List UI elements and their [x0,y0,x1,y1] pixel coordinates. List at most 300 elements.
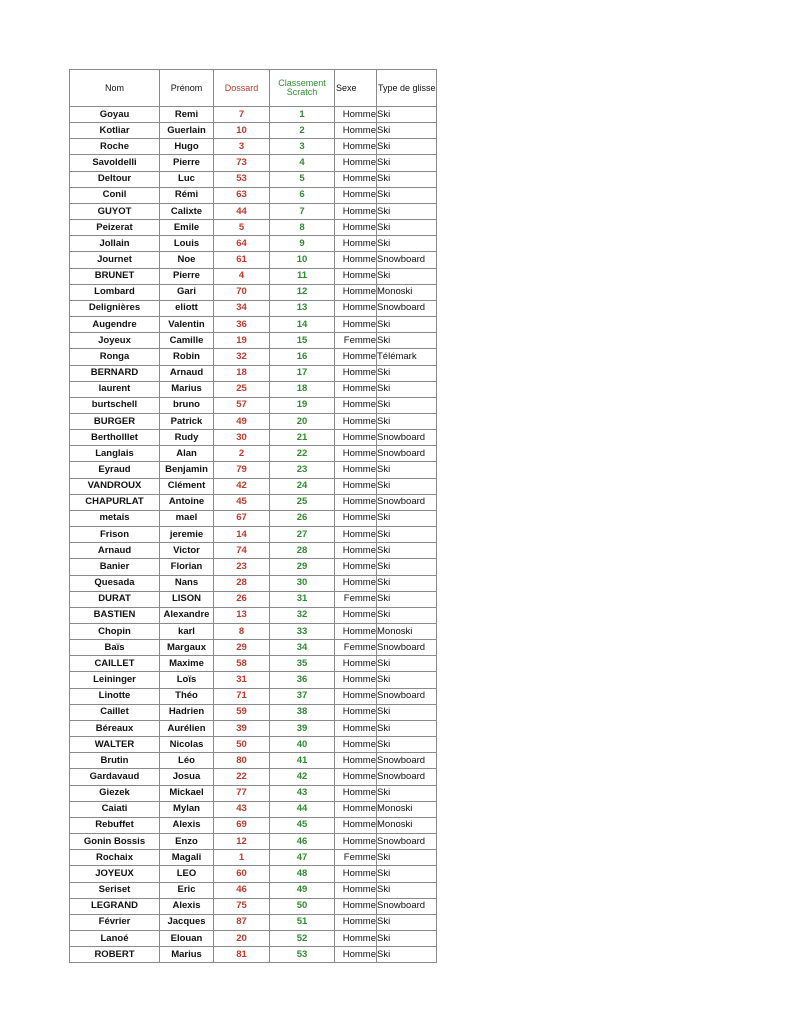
header-sexe: Sexe [335,70,377,107]
sexe-cell: Homme [335,720,377,736]
sexe-cell: Homme [335,236,377,252]
table-row [70,640,437,656]
dossard-cell: 10 [214,123,270,139]
prenom-cell: bruno [160,397,214,413]
table-row [70,462,437,478]
table-row [70,543,437,559]
prenom-cell: Mylan [160,801,214,817]
table-row [70,882,437,898]
dossard-cell: 45 [214,494,270,510]
prenom-cell: Florian [160,559,214,575]
table-row [70,430,437,446]
nom-cell: Bertholllet [70,430,160,446]
dossard-cell: 79 [214,462,270,478]
type-de-glisse-cell: Ski [377,672,437,688]
classement-cell: 7 [270,203,335,219]
prenom-cell: Eric [160,882,214,898]
sexe-cell: Homme [335,866,377,882]
type-de-glisse-cell: Monoski [377,817,437,833]
prenom-cell: Maxime [160,656,214,672]
nom-cell: Peizerat [70,220,160,236]
sexe-cell: Homme [335,688,377,704]
type-de-glisse-cell: Snowboard [377,898,437,914]
table-row [70,446,437,462]
classement-cell: 47 [270,850,335,866]
dossard-cell: 8 [214,624,270,640]
type-de-glisse-cell: Ski [377,866,437,882]
dossard-cell: 31 [214,672,270,688]
nom-cell: Leininger [70,672,160,688]
prenom-cell: Magali [160,850,214,866]
table-row [70,349,437,365]
prenom-cell: Alexandre [160,607,214,623]
type-de-glisse-cell: Ski [377,656,437,672]
prenom-cell: Remi [160,107,214,123]
classement-cell: 25 [270,494,335,510]
table-row [70,123,437,139]
table-row [70,268,437,284]
table-row [70,300,437,316]
dossard-cell: 28 [214,575,270,591]
classement-cell: 53 [270,947,335,963]
dossard-cell: 63 [214,187,270,203]
table-row [70,624,437,640]
sexe-cell: Homme [335,139,377,155]
nom-cell: Gardavaud [70,769,160,785]
table-row [70,898,437,914]
nom-cell: Augendre [70,317,160,333]
header-nom: Nom [70,70,160,107]
sexe-cell: Homme [335,543,377,559]
sexe-cell: Homme [335,123,377,139]
classement-cell: 11 [270,268,335,284]
type-de-glisse-cell: Ski [377,478,437,494]
sexe-cell: Homme [335,284,377,300]
classement-cell: 23 [270,462,335,478]
dossard-cell: 26 [214,591,270,607]
type-de-glisse-cell: Ski [377,139,437,155]
sexe-cell: Femme [335,591,377,607]
prenom-cell: Rémi [160,187,214,203]
table-row [70,510,437,526]
classement-cell: 36 [270,672,335,688]
type-de-glisse-cell: Ski [377,737,437,753]
classement-cell: 26 [270,510,335,526]
dossard-cell: 34 [214,300,270,316]
table-row [70,720,437,736]
sexe-cell: Homme [335,252,377,268]
nom-cell: Lombard [70,284,160,300]
nom-cell: VANDROUX [70,478,160,494]
sexe-cell: Homme [335,527,377,543]
type-de-glisse-cell: Ski [377,203,437,219]
nom-cell: Seriset [70,882,160,898]
sexe-cell: Homme [335,494,377,510]
classement-cell: 31 [270,591,335,607]
nom-cell: Béreaux [70,720,160,736]
type-de-glisse-cell: Ski [377,268,437,284]
nom-cell: JOYEUX [70,866,160,882]
type-de-glisse-cell: Snowboard [377,430,437,446]
table-row [70,591,437,607]
sexe-cell: Homme [335,914,377,930]
type-de-glisse-cell: Ski [377,607,437,623]
dossard-cell: 77 [214,785,270,801]
classement-cell: 13 [270,300,335,316]
dossard-cell: 2 [214,446,270,462]
type-de-glisse-cell: Snowboard [377,769,437,785]
dossard-cell: 69 [214,817,270,833]
dossard-cell: 49 [214,413,270,429]
classement-cell: 39 [270,720,335,736]
sexe-cell: Homme [335,559,377,575]
dossard-cell: 73 [214,155,270,171]
prenom-cell: Guerlain [160,123,214,139]
classement-cell: 21 [270,430,335,446]
nom-cell: burtschell [70,397,160,413]
nom-cell: Rebuffet [70,817,160,833]
sexe-cell: Homme [335,785,377,801]
sexe-cell: Homme [335,672,377,688]
dossard-cell: 74 [214,543,270,559]
type-de-glisse-cell: Snowboard [377,640,437,656]
table-row [70,527,437,543]
sexe-cell: Homme [335,801,377,817]
classement-cell: 49 [270,882,335,898]
type-de-glisse-cell: Ski [377,236,437,252]
dossard-cell: 58 [214,656,270,672]
table-row [70,236,437,252]
type-de-glisse-cell: Ski [377,397,437,413]
type-de-glisse-cell: Télémark [377,349,437,365]
prenom-cell: Gari [160,284,214,300]
sexe-cell: Homme [335,817,377,833]
table-row [70,947,437,963]
sexe-cell: Homme [335,446,377,462]
nom-cell: BERNARD [70,365,160,381]
type-de-glisse-cell: Ski [377,462,437,478]
classement-cell: 20 [270,413,335,429]
table-row [70,785,437,801]
prenom-cell: Calixte [160,203,214,219]
prenom-cell: Nicolas [160,737,214,753]
classement-cell: 44 [270,801,335,817]
type-de-glisse-cell: Ski [377,155,437,171]
table-row [70,252,437,268]
table-row [70,866,437,882]
prenom-cell: Benjamin [160,462,214,478]
prenom-cell: Alexis [160,898,214,914]
dossard-cell: 23 [214,559,270,575]
sexe-cell: Homme [335,704,377,720]
sexe-cell: Homme [335,624,377,640]
table-row [70,817,437,833]
type-de-glisse-cell: Ski [377,785,437,801]
prenom-cell: Théo [160,688,214,704]
classement-cell: 40 [270,737,335,753]
type-de-glisse-cell: Ski [377,123,437,139]
nom-cell: Savoldelli [70,155,160,171]
nom-cell: Langlais [70,446,160,462]
nom-cell: Baïs [70,640,160,656]
sexe-cell: Homme [335,317,377,333]
classement-cell: 4 [270,155,335,171]
type-de-glisse-cell: Ski [377,317,437,333]
table-row [70,413,437,429]
classement-cell: 15 [270,333,335,349]
classement-cell: 2 [270,123,335,139]
table-row [70,801,437,817]
dossard-cell: 3 [214,139,270,155]
type-de-glisse-cell: Monoski [377,624,437,640]
nom-cell: Journet [70,252,160,268]
dossard-cell: 5 [214,220,270,236]
classement-cell: 35 [270,656,335,672]
prenom-cell: Nans [160,575,214,591]
prenom-cell: Enzo [160,834,214,850]
table-row [70,381,437,397]
type-de-glisse-cell: Ski [377,704,437,720]
type-de-glisse-cell: Ski [377,914,437,930]
dossard-cell: 42 [214,478,270,494]
nom-cell: LEGRAND [70,898,160,914]
type-de-glisse-cell: Ski [377,510,437,526]
classement-cell: 22 [270,446,335,462]
nom-cell: Eyraud [70,462,160,478]
prenom-cell: Louis [160,236,214,252]
prenom-cell: Emile [160,220,214,236]
nom-cell: Rochaix [70,850,160,866]
table-row [70,397,437,413]
prenom-cell: Marius [160,947,214,963]
prenom-cell: Robin [160,349,214,365]
sexe-cell: Homme [335,107,377,123]
nom-cell: Arnaud [70,543,160,559]
sexe-cell: Homme [335,898,377,914]
prenom-cell: eliott [160,300,214,316]
dossard-cell: 20 [214,930,270,946]
nom-cell: BASTIEN [70,607,160,623]
sexe-cell: Homme [335,365,377,381]
header-dossard: Dossard [214,70,270,107]
type-de-glisse-cell: Ski [377,930,437,946]
classement-cell: 1 [270,107,335,123]
nom-cell: CHAPURLAT [70,494,160,510]
table-row [70,914,437,930]
prenom-cell: karl [160,624,214,640]
dossard-cell: 59 [214,704,270,720]
nom-cell: BURGER [70,413,160,429]
nom-cell: ROBERT [70,947,160,963]
classement-cell: 18 [270,381,335,397]
nom-cell: Linotte [70,688,160,704]
prenom-cell: Arnaud [160,365,214,381]
dossard-cell: 61 [214,252,270,268]
type-de-glisse-cell: Snowboard [377,300,437,316]
sexe-cell: Homme [335,834,377,850]
type-de-glisse-cell: Ski [377,543,437,559]
classement-cell: 10 [270,252,335,268]
table-row [70,187,437,203]
table-row [70,220,437,236]
prenom-cell: LISON [160,591,214,607]
dossard-cell: 81 [214,947,270,963]
type-de-glisse-cell: Ski [377,187,437,203]
dossard-cell: 64 [214,236,270,252]
dossard-cell: 39 [214,720,270,736]
prenom-cell: Alexis [160,817,214,833]
nom-cell: WALTER [70,737,160,753]
table-row [70,203,437,219]
dossard-cell: 57 [214,397,270,413]
table-row [70,607,437,623]
nom-cell: Caillet [70,704,160,720]
classement-cell: 34 [270,640,335,656]
type-de-glisse-cell: Ski [377,575,437,591]
prenom-cell: Camille [160,333,214,349]
table-row [70,559,437,575]
type-de-glisse-cell: Snowboard [377,688,437,704]
sexe-cell: Homme [335,656,377,672]
sexe-cell: Homme [335,575,377,591]
type-de-glisse-cell: Ski [377,381,437,397]
nom-cell: laurent [70,381,160,397]
nom-cell: Gonin Bossis [70,834,160,850]
nom-cell: metais [70,510,160,526]
table-row [70,930,437,946]
classement-cell: 12 [270,284,335,300]
sexe-cell: Homme [335,381,377,397]
nom-cell: BRUNET [70,268,160,284]
sexe-cell: Homme [335,478,377,494]
classement-cell: 30 [270,575,335,591]
classement-cell: 32 [270,607,335,623]
type-de-glisse-cell: Snowboard [377,753,437,769]
classement-cell: 38 [270,704,335,720]
table-row [70,672,437,688]
dossard-cell: 50 [214,737,270,753]
prenom-cell: Jacques [160,914,214,930]
nom-cell: Février [70,914,160,930]
type-de-glisse-cell: Monoski [377,284,437,300]
table-row [70,688,437,704]
classement-cell: 50 [270,898,335,914]
dossard-cell: 25 [214,381,270,397]
sexe-cell: Homme [335,187,377,203]
table-row [70,575,437,591]
classement-cell: 6 [270,187,335,203]
nom-cell: Lanoé [70,930,160,946]
type-de-glisse-cell: Ski [377,720,437,736]
dossard-cell: 80 [214,753,270,769]
classement-cell: 19 [270,397,335,413]
prenom-cell: jeremie [160,527,214,543]
type-de-glisse-cell: Ski [377,850,437,866]
classement-cell: 27 [270,527,335,543]
table-row [70,704,437,720]
sexe-cell: Homme [335,300,377,316]
prenom-cell: Patrick [160,413,214,429]
header-classement-scratch: Classement Scratch [270,70,335,107]
type-de-glisse-cell: Snowboard [377,494,437,510]
nom-cell: Frison [70,527,160,543]
nom-cell: Conil [70,187,160,203]
type-de-glisse-cell: Snowboard [377,834,437,850]
classement-cell: 8 [270,220,335,236]
table-row [70,365,437,381]
table-row [70,834,437,850]
dossard-cell: 53 [214,171,270,187]
prenom-cell: Léo [160,753,214,769]
classement-cell: 14 [270,317,335,333]
dossard-cell: 13 [214,607,270,623]
nom-cell: DURAT [70,591,160,607]
dossard-cell: 43 [214,801,270,817]
table-row [70,656,437,672]
dossard-cell: 29 [214,640,270,656]
prenom-cell: Pierre [160,155,214,171]
type-de-glisse-cell: Ski [377,365,437,381]
dossard-cell: 18 [214,365,270,381]
prenom-cell: Valentin [160,317,214,333]
dossard-cell: 22 [214,769,270,785]
dossard-cell: 70 [214,284,270,300]
prenom-cell: Aurélien [160,720,214,736]
sexe-cell: Homme [335,510,377,526]
dossard-cell: 12 [214,834,270,850]
header-type-de-glisse: Type de glisse [377,70,437,107]
classement-cell: 9 [270,236,335,252]
nom-cell: Jollain [70,236,160,252]
classement-cell: 52 [270,930,335,946]
sexe-cell: Femme [335,333,377,349]
type-de-glisse-cell: Ski [377,413,437,429]
table-row [70,171,437,187]
dossard-cell: 71 [214,688,270,704]
dossard-cell: 75 [214,898,270,914]
classement-cell: 41 [270,753,335,769]
table-row [70,769,437,785]
type-de-glisse-cell: Ski [377,333,437,349]
table-row [70,317,437,333]
dossard-cell: 67 [214,510,270,526]
sexe-cell: Femme [335,640,377,656]
classement-cell: 33 [270,624,335,640]
table-row [70,155,437,171]
prenom-cell: Josua [160,769,214,785]
type-de-glisse-cell: Ski [377,947,437,963]
nom-cell: Deltour [70,171,160,187]
nom-cell: Brutin [70,753,160,769]
type-de-glisse-cell: Ski [377,171,437,187]
classement-cell: 48 [270,866,335,882]
results-table [69,69,437,963]
header-row [70,70,437,107]
prenom-cell: Loïs [160,672,214,688]
dossard-cell: 30 [214,430,270,446]
sexe-cell: Homme [335,607,377,623]
prenom-cell: Luc [160,171,214,187]
type-de-glisse-cell: Ski [377,559,437,575]
nom-cell: Banier [70,559,160,575]
prenom-cell: Hadrien [160,704,214,720]
sexe-cell: Homme [335,430,377,446]
dossard-cell: 19 [214,333,270,349]
classement-cell: 24 [270,478,335,494]
nom-cell: Joyeux [70,333,160,349]
nom-cell: Ronga [70,349,160,365]
sexe-cell: Homme [335,769,377,785]
